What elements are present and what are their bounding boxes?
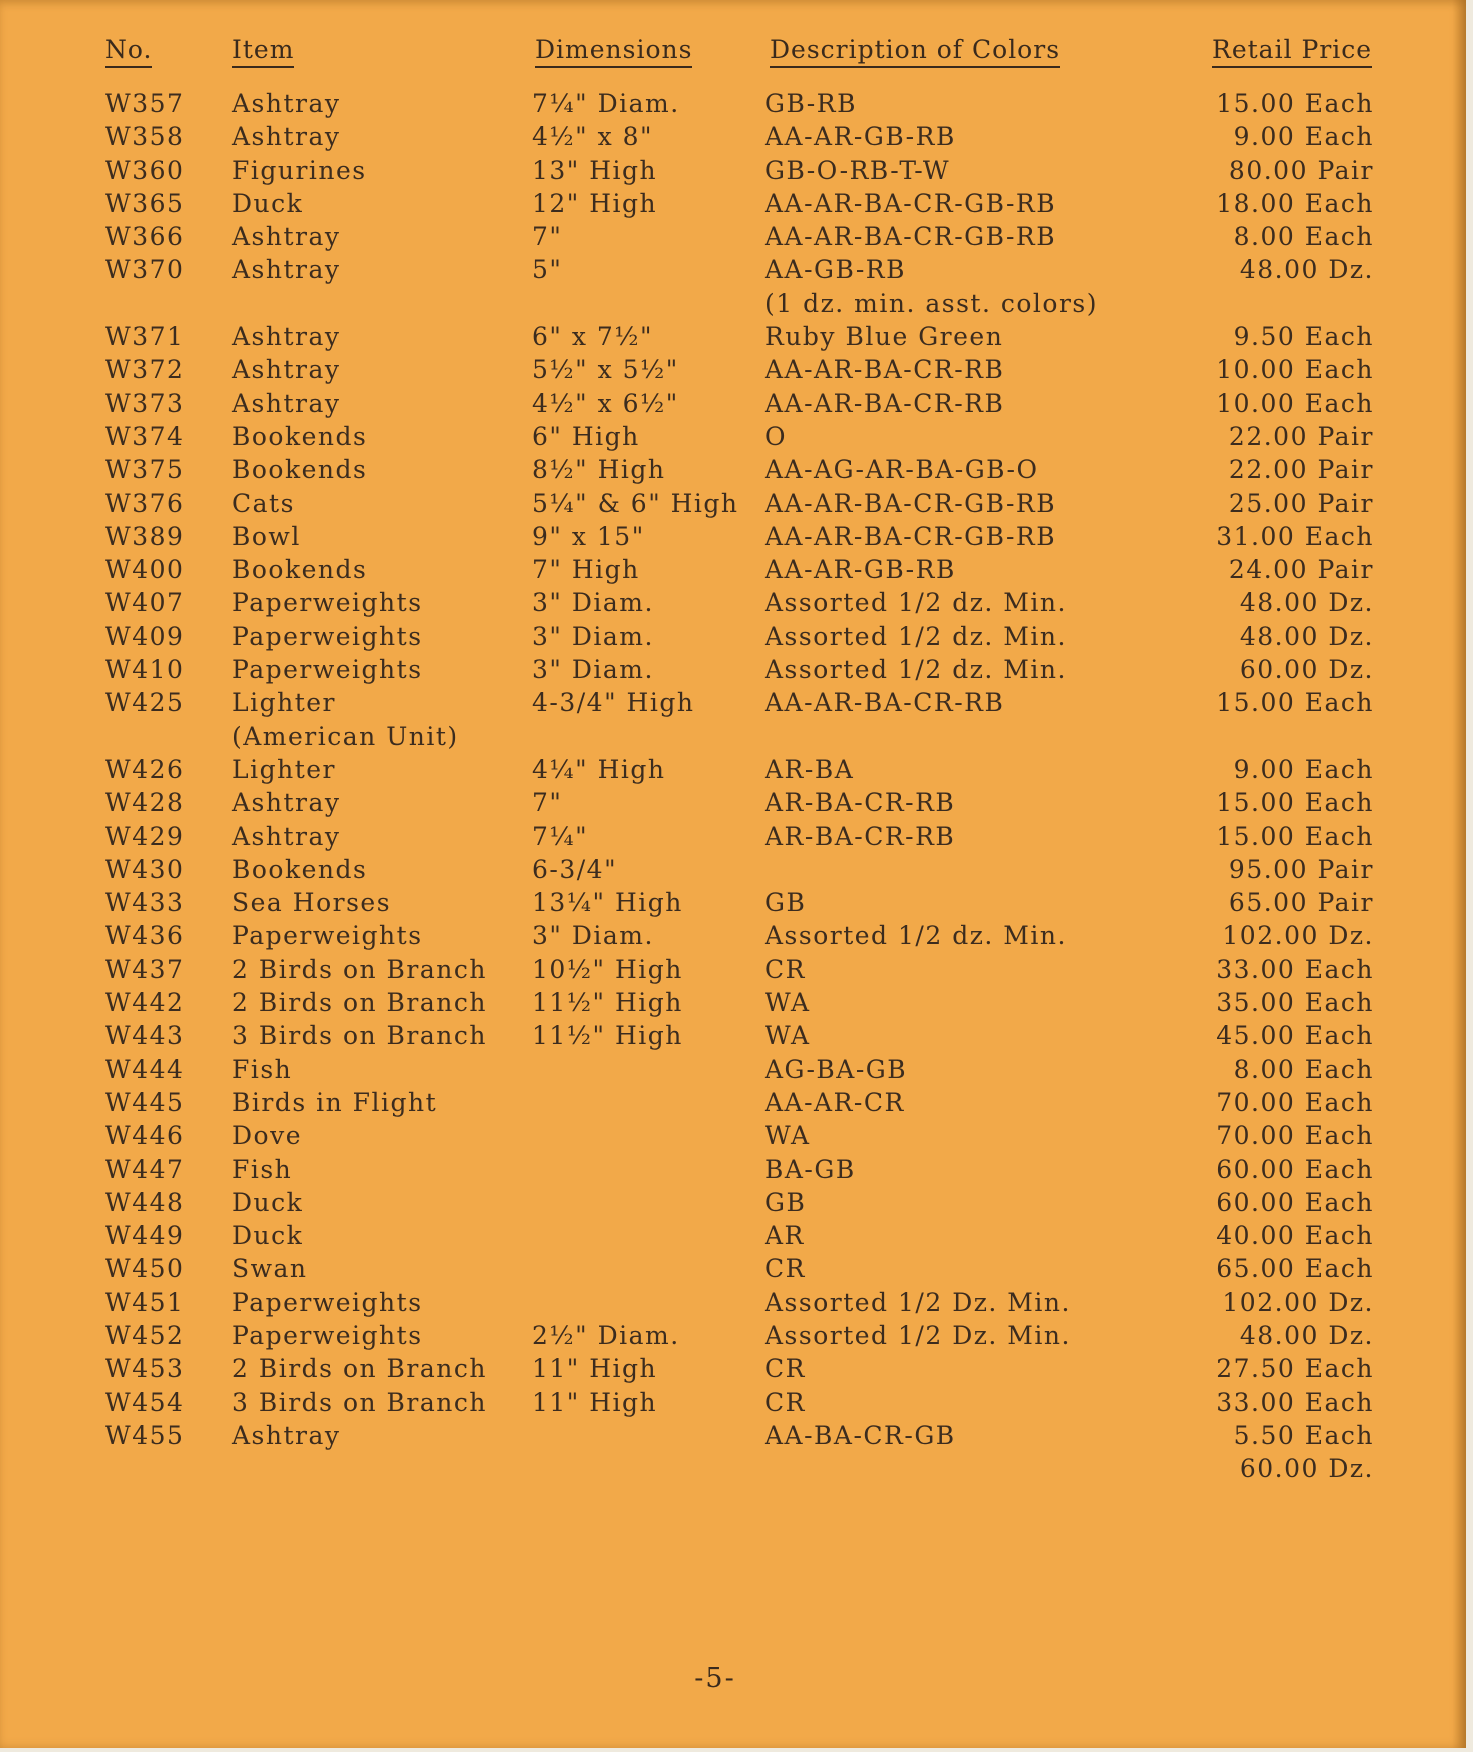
table-row (0, 1086, 1466, 1119)
table-row (0, 1019, 1466, 1052)
header-price: Retail Price (1212, 36, 1372, 68)
item-name: (American Unit) (232, 721, 459, 751)
item-dimensions: 6-3/4" (532, 854, 618, 884)
item-number: W454 (105, 1387, 185, 1417)
item-name: Bookends (232, 854, 368, 884)
item-price: 35.00 Each (1216, 988, 1374, 1018)
item-price: 31.00 Each (1216, 521, 1374, 551)
item-name: Duck (232, 1187, 304, 1217)
item-dimensions: 2½" Diam. (532, 1320, 680, 1350)
table-row (0, 853, 1466, 886)
item-price: 70.00 Each (1216, 1087, 1374, 1117)
item-name: Ashtray (232, 255, 341, 285)
item-name: Ashtray (232, 222, 341, 252)
page-number: -5- (694, 1663, 736, 1694)
item-dimensions: 10½" High (532, 954, 683, 984)
item-number: W443 (105, 1021, 185, 1051)
item-name: 2 Birds on Branch (232, 988, 487, 1018)
item-colors: Assorted 1/2 Dz. Min. (765, 1320, 1071, 1350)
header-colors: Description of Colors (770, 36, 1060, 68)
table-row (0, 220, 1466, 253)
item-number: W372 (105, 355, 185, 385)
item-number: W430 (105, 854, 185, 884)
item-name: Fish (232, 1154, 293, 1184)
item-dimensions: 4¼" High (532, 754, 666, 784)
item-name: Birds in Flight (232, 1087, 438, 1117)
item-number: W357 (105, 89, 185, 118)
item-colors: (1 dz. min. asst. colors) (765, 288, 1099, 318)
item-colors: Assorted 1/2 dz. Min. (765, 655, 1067, 685)
table-row (0, 620, 1466, 653)
item-dimensions: 11½" High (532, 1021, 683, 1051)
item-name: Paperweights (232, 588, 423, 618)
table-row (0, 253, 1466, 286)
item-number: W449 (105, 1221, 185, 1251)
item-colors: GB-RB (765, 89, 857, 118)
table-row (0, 919, 1466, 952)
item-price: 22.00 Pair (1228, 421, 1374, 451)
table-row (0, 653, 1466, 686)
item-price: 48.00 Dz. (1239, 1320, 1374, 1350)
item-name: 3 Birds on Branch (232, 1387, 487, 1417)
item-number: W375 (105, 455, 185, 485)
item-price: 48.00 Dz. (1239, 621, 1374, 651)
item-name: Paperweights (232, 621, 423, 651)
item-colors: AA-AR-BA-CR-RB (765, 388, 1005, 418)
item-dimensions: 6" High (532, 421, 640, 451)
item-colors: AR-BA (765, 754, 855, 784)
item-price: 22.00 Pair (1228, 455, 1374, 485)
item-name: Bookends (232, 421, 368, 451)
item-name: Ashtray (232, 788, 341, 818)
item-colors: AR (765, 1221, 805, 1251)
item-colors: AA-AR-BA-CR-GB-RB (765, 521, 1057, 551)
item-number: W453 (105, 1354, 185, 1384)
item-name: Ashtray (232, 388, 341, 418)
item-dimensions: 5" (532, 255, 563, 285)
item-number: W437 (105, 954, 185, 984)
item-price: 24.00 Pair (1228, 555, 1374, 585)
table-row (0, 1419, 1466, 1452)
item-number: W444 (105, 1054, 185, 1084)
table-row (0, 120, 1466, 153)
item-number: W365 (105, 188, 185, 218)
item-number: W455 (105, 1420, 185, 1450)
item-number: W451 (105, 1287, 185, 1317)
item-colors: WA (765, 1121, 811, 1151)
table-row (0, 87, 1466, 120)
header-item: Item (232, 36, 294, 68)
item-colors: Assorted 1/2 dz. Min. (765, 588, 1067, 618)
item-number: W376 (105, 488, 185, 518)
item-price: 60.00 Dz. (1239, 1454, 1374, 1484)
item-number: W400 (105, 555, 185, 585)
item-number: W429 (105, 821, 185, 851)
item-name: Ashtray (232, 322, 341, 352)
item-name: Ashtray (232, 355, 341, 385)
item-price: 45.00 Each (1216, 1021, 1374, 1051)
item-name: 2 Birds on Branch (232, 1354, 487, 1384)
item-price: 15.00 Each (1216, 821, 1374, 851)
item-number: W358 (105, 122, 185, 152)
item-dimensions: 7¼" Diam. (532, 89, 680, 118)
item-number: W446 (105, 1121, 185, 1151)
item-number: W447 (105, 1154, 185, 1184)
table-row (0, 720, 1466, 753)
item-name: Bookends (232, 555, 368, 585)
item-colors: AR-BA-CR-RB (765, 788, 956, 818)
item-number: W409 (105, 621, 185, 651)
item-name: Fish (232, 1054, 293, 1084)
item-number: W389 (105, 521, 185, 551)
item-dimensions: 7" (532, 222, 563, 252)
table-row (0, 753, 1466, 786)
table-row (0, 1286, 1466, 1319)
item-colors: CR (765, 954, 806, 984)
item-colors: GB (765, 1187, 807, 1217)
table-row (0, 686, 1466, 719)
item-dimensions: 6" x 7½" (532, 322, 654, 352)
table-row (0, 553, 1466, 586)
item-colors: AA-AR-GB-RB (765, 555, 956, 585)
item-colors: BA-GB (765, 1154, 856, 1184)
item-number: W410 (105, 655, 185, 685)
item-price: 70.00 Each (1216, 1121, 1374, 1151)
item-name: Ashtray (232, 122, 341, 152)
item-name: Paperweights (232, 921, 423, 951)
item-dimensions: 11" High (532, 1387, 658, 1417)
item-number: W371 (105, 322, 185, 352)
item-colors: Ruby Blue Green (765, 322, 1004, 352)
item-price: 5.50 Each (1233, 1420, 1374, 1450)
table-row (0, 520, 1466, 553)
table-row (0, 320, 1466, 353)
item-colors: AG-BA-GB (765, 1054, 908, 1084)
item-price: 33.00 Each (1216, 1387, 1374, 1417)
item-price: 9.00 Each (1233, 754, 1374, 784)
item-price: 33.00 Each (1216, 954, 1374, 984)
item-dimensions: 12" High (532, 188, 658, 218)
item-name: Swan (232, 1254, 308, 1284)
item-dimensions: 3" Diam. (532, 621, 654, 651)
item-colors: AA-GB-RB (765, 255, 907, 285)
item-price: 10.00 Each (1216, 388, 1374, 418)
item-colors: WA (765, 1021, 811, 1051)
item-dimensions: 8½" High (532, 455, 666, 485)
item-number: W426 (105, 754, 185, 784)
item-dimensions: 3" Diam. (532, 588, 654, 618)
item-number: W360 (105, 155, 185, 185)
item-colors: Assorted 1/2 dz. Min. (765, 621, 1067, 651)
item-name: Duck (232, 188, 304, 218)
item-dimensions: 4½" x 8" (532, 122, 654, 152)
item-price: 48.00 Dz. (1239, 255, 1374, 285)
table-row (0, 1053, 1466, 1086)
item-price: 8.00 Each (1233, 222, 1374, 252)
item-colors: O (765, 421, 787, 451)
item-dimensions: 3" Diam. (532, 655, 654, 685)
item-price: 25.00 Pair (1228, 488, 1374, 518)
item-colors: AA-AR-BA-CR-GB-RB (765, 188, 1057, 218)
table-row (0, 1119, 1466, 1152)
item-dimensions: 7¼" (532, 821, 589, 851)
table-row (0, 453, 1466, 486)
item-name: Paperweights (232, 1320, 423, 1350)
table-row (0, 1452, 1466, 1485)
table-row (0, 287, 1466, 320)
item-number: W436 (105, 921, 185, 951)
table-row (0, 420, 1466, 453)
table-row (0, 820, 1466, 853)
item-dimensions: 4-3/4" High (532, 688, 695, 718)
item-colors: GB-O-RB-T-W (765, 155, 951, 185)
table-row (0, 1219, 1466, 1252)
item-price: 15.00 Each (1216, 788, 1374, 818)
item-price: 102.00 Dz. (1222, 921, 1374, 951)
item-dimensions: 7" (532, 788, 563, 818)
table-row (0, 1352, 1466, 1385)
table-row (0, 487, 1466, 520)
item-number: W370 (105, 255, 185, 285)
item-price: 15.00 Each (1216, 688, 1374, 718)
item-dimensions: 5½" x 5½" (532, 355, 679, 385)
item-colors: AA-AG-AR-BA-GB-O (765, 455, 1039, 485)
item-dimensions: 7" High (532, 555, 640, 585)
item-name: Duck (232, 1221, 304, 1251)
table-row (0, 886, 1466, 919)
item-colors: AA-AR-BA-CR-GB-RB (765, 488, 1057, 518)
table-row (0, 986, 1466, 1019)
item-name: Paperweights (232, 1287, 423, 1317)
item-name: 3 Birds on Branch (232, 1021, 487, 1051)
item-number: W452 (105, 1320, 185, 1350)
item-colors: AA-AR-GB-RB (765, 122, 956, 152)
item-colors: AR-BA-CR-RB (765, 821, 956, 851)
item-price: 60.00 Each (1216, 1187, 1374, 1217)
item-price: 18.00 Each (1216, 188, 1374, 218)
item-colors: AA-AR-BA-CR-RB (765, 355, 1005, 385)
table-row (0, 1252, 1466, 1285)
item-name: Figurines (232, 155, 367, 185)
item-dimensions: 11" High (532, 1354, 658, 1384)
item-price: 15.00 Each (1216, 89, 1374, 118)
item-name: Lighter (232, 754, 336, 784)
header-no: No. (105, 36, 152, 68)
item-name: Bowl (232, 521, 301, 551)
item-price: 60.00 Dz. (1239, 655, 1374, 685)
item-dimensions: 5¼" & 6" High (532, 488, 739, 518)
item-name: 2 Birds on Branch (232, 954, 487, 984)
item-dimensions: 4½" x 6½" (532, 388, 679, 418)
table-row (0, 1386, 1466, 1419)
item-number: W450 (105, 1254, 185, 1284)
item-dimensions: 9" x 15" (532, 521, 645, 551)
table-row (0, 953, 1466, 986)
item-price: 65.00 Each (1216, 1254, 1374, 1284)
item-name: Paperweights (232, 655, 423, 685)
table-row (0, 353, 1466, 386)
item-number: W366 (105, 222, 185, 252)
item-dimensions: 3" Diam. (532, 921, 654, 951)
item-dimensions: 13" High (532, 155, 658, 185)
item-colors: Assorted 1/2 dz. Min. (765, 921, 1067, 951)
table-row (0, 187, 1466, 220)
item-colors: WA (765, 988, 811, 1018)
item-colors: CR (765, 1354, 806, 1384)
item-price: 10.00 Each (1216, 355, 1374, 385)
item-number: W433 (105, 888, 185, 918)
item-name: Ashtray (232, 1420, 341, 1450)
item-dimensions: 11½" High (532, 988, 683, 1018)
item-number: W448 (105, 1187, 185, 1217)
item-price: 9.50 Each (1233, 322, 1374, 352)
item-price: 60.00 Each (1216, 1154, 1374, 1184)
table-row (0, 786, 1466, 819)
item-price: 9.00 Each (1233, 122, 1374, 152)
item-number: W373 (105, 388, 185, 418)
table-row (0, 1153, 1466, 1186)
item-colors: GB (765, 888, 807, 918)
item-price: 102.00 Dz. (1222, 1287, 1374, 1317)
item-name: Sea Horses (232, 888, 392, 918)
table-row (0, 1319, 1466, 1352)
item-price: 8.00 Each (1233, 1054, 1374, 1084)
price-table (0, 87, 1466, 1485)
item-price: 48.00 Dz. (1239, 588, 1374, 618)
item-colors: AA-AR-BA-CR-RB (765, 688, 1005, 718)
table-row (0, 1186, 1466, 1219)
item-price: 40.00 Each (1216, 1221, 1374, 1251)
item-colors: AA-AR-CR (765, 1087, 905, 1117)
table-row (0, 387, 1466, 420)
item-name: Ashtray (232, 821, 341, 851)
item-name: Ashtray (232, 89, 341, 118)
item-price: 27.50 Each (1216, 1354, 1374, 1384)
item-number: W425 (105, 688, 185, 718)
item-name: Bookends (232, 455, 368, 485)
item-name: Cats (232, 488, 295, 518)
item-price: 65.00 Pair (1228, 888, 1374, 918)
item-dimensions: 13¼" High (532, 888, 683, 918)
table-row (0, 586, 1466, 619)
item-colors: AA-AR-BA-CR-GB-RB (765, 222, 1057, 252)
item-number: W407 (105, 588, 185, 618)
item-colors: Assorted 1/2 Dz. Min. (765, 1287, 1071, 1317)
item-colors: CR (765, 1254, 806, 1284)
item-colors: CR (765, 1387, 806, 1417)
item-number: W428 (105, 788, 185, 818)
item-price: 95.00 Pair (1228, 854, 1374, 884)
header-dimensions: Dimensions (535, 36, 692, 68)
item-name: Lighter (232, 688, 336, 718)
item-number: W374 (105, 421, 185, 451)
item-colors: AA-BA-CR-GB (765, 1420, 956, 1450)
item-number: W445 (105, 1087, 185, 1117)
table-row (0, 154, 1466, 187)
item-number: W442 (105, 988, 185, 1018)
item-name: Dove (232, 1121, 303, 1151)
item-price: 80.00 Pair (1228, 155, 1374, 185)
